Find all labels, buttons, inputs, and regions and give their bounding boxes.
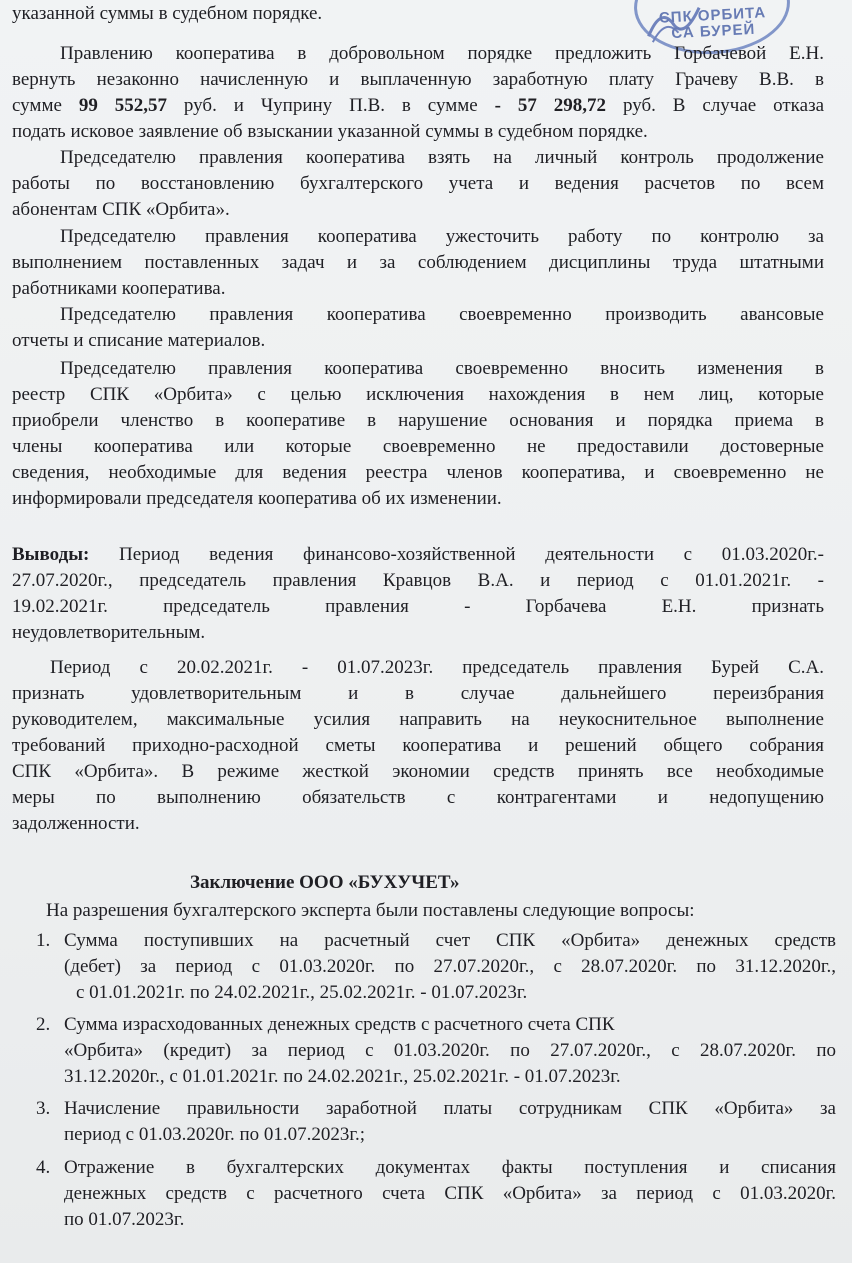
paragraph-accounting-control: Председателю правления кооператива взять на личный контроль продолжение работы по восстановлению бухгалтерского учета и ведения расчетов по всем абонентам СПК «Орбита». [12, 147, 824, 220]
question-item: 2. Сумма израсходованных денежных средств с расчетного счета СПК «Орбита» (кредит) за период с 01.03.2020г. по 27.07.2020г., с 28.07.2020г. по 31.12.2020г., с 01.01.2021г. по 24.02.2021г., 25.02.2021г. - 01.07.2023г. [36, 1014, 836, 1087]
paragraph-satisfactory-period: Период с 20.02.2021г. - 01.07.2023г. председатель правления Бурей С.А. признать удовлетворительным и в случае дальнейшего переизбрания руководителем, максимальные усилия направить на неукоснительное выполнение требований приходно-расходной сметы кооператива и решений общего собрания СПК «Орбита». В режиме жесткой экономии средств принять все необходимые меры по выполнению обязательств с контрагентами и недопущению задолженности. [12, 657, 824, 834]
paragraph-salary-return: Правлению кооператива в добровольном порядке предложить Горбачевой Е.Н. вернуть незаконно начисленную и выплаченную заработную плату Грачеву В.В. в сумме 99 552,57 руб. и Чуприну П.В. в сумме - 57 298,72 руб. В случае отказа подать исковое заявление об взыскании указанной суммы в судебном порядке. [12, 43, 825, 142]
conclusions-label: Выводы: [12, 544, 90, 565]
paragraph-advance-reports: Председателю правления кооператива своевременно производить авансовые отчеты и списание материалов. [12, 304, 824, 351]
questions-intro: На разрешения бухгалтерского эксперта были поставлены следующие вопросы: [46, 900, 695, 921]
stamp-line-1: СПК ОРБИТА [658, 4, 767, 27]
amount-chuprin: - 57 298,72 [494, 95, 607, 116]
paragraph-continuation: указанной суммы в судебном порядке. [12, 3, 323, 24]
question-item: 1. Сумма поступивших на расчетный счет СПК «Орбита» денежных средств (дебет) за период с 01.03.2020г. по 27.07.2020г., с 28.07.2020г. по 31.12.2020г., с 01.01.2021г. по 24.02.2021г., 25.02.2021г. - 01.07.2023г. [36, 930, 836, 1003]
paragraph-conclusions: Выводы: Период ведения финансово-хозяйственной деятельности с 01.03.2020г.- 27.07.2020г., председатель правления Кравцов В.А. и период с 01.01.2021г. - 19.02.2021г. председатель правления - Горбачева Е.Н. признать неудовлетворительным. [12, 544, 824, 643]
paragraph-registry: Председателю правления кооператива своевременно вносить изменения в реестр СПК «Орбита» с целью исключения нахождения в нем лиц, которые приобрели членство в кооперативе в нарушение основания и порядка приема в члены кооператива или которые своевременно не предоставили достоверные сведения, необходимые для ведения реестра членов кооператива, и своевременно не информировали председателя кооператива об их изменении. [12, 358, 824, 509]
question-item: 4. Отражение в бухгалтерских документах факты поступления и списания денежных средств с расчетного счета СПК «Орбита» за период с 01.03.2020г. по 01.07.2023г. [36, 1157, 836, 1230]
section-heading: Заключение ООО «БУХУЧЕТ» [190, 872, 460, 893]
question-item: 3. Начисление правильности заработной платы сотрудникам СПК «Орбита» за период с 01.03.2020г. по 01.07.2023г.; [36, 1098, 836, 1145]
stamp-line-2: СА БУРЕЙ [670, 20, 756, 43]
paragraph-discipline: Председателю правления кооператива ужесточить работу по контролю за выполнением поставленных задач и за соблюдением дисциплины труда штатными работниками кооператива. [12, 226, 824, 299]
amount-grachev: 99 552,57 [78, 95, 167, 116]
